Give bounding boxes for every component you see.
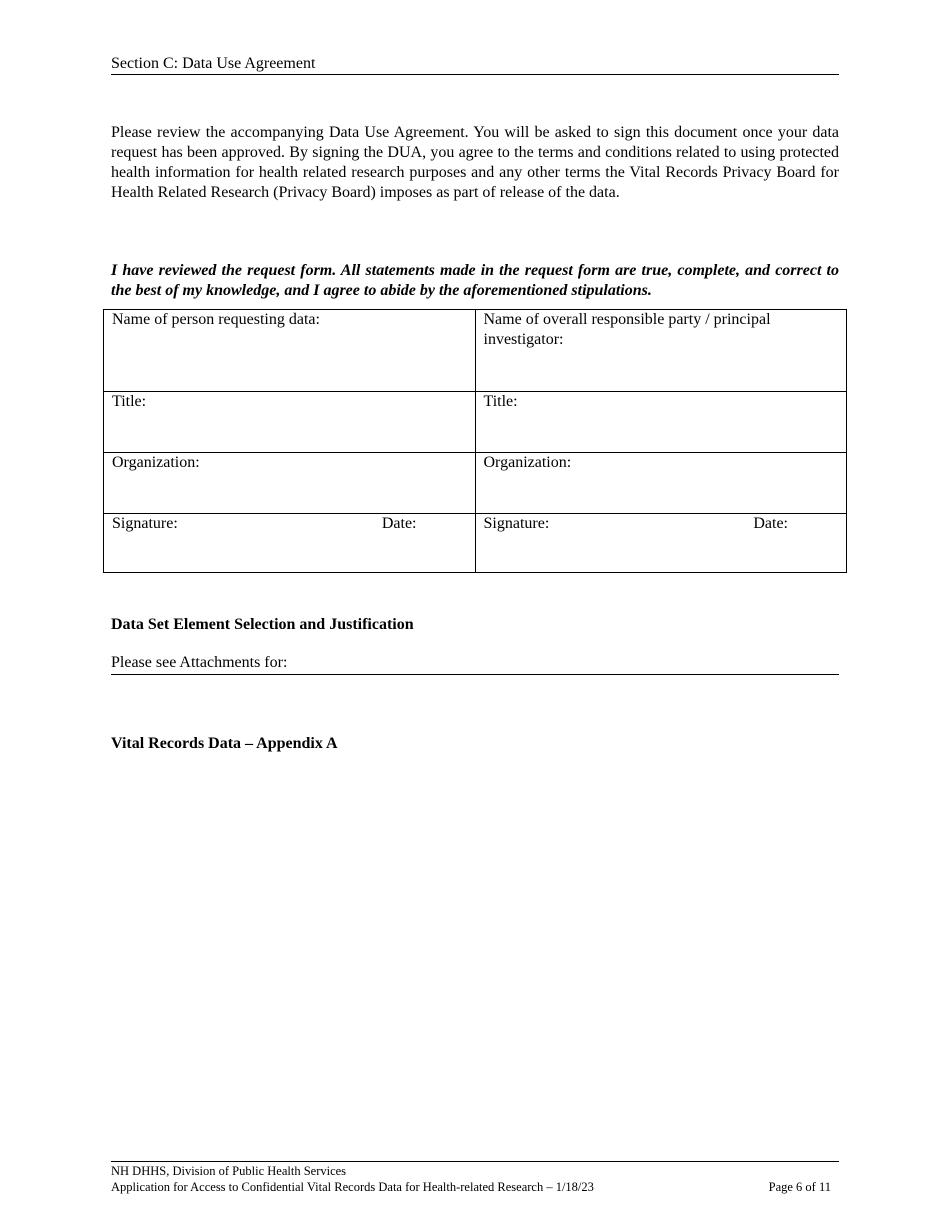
requester-name-field[interactable] (104, 310, 476, 392)
attachments-text: Please see Attachments for: (111, 654, 288, 671)
section-header (111, 54, 839, 75)
footer-row (111, 1179, 839, 1195)
data-set-heading: Data Set Element Selection and Justification (111, 616, 414, 633)
attestation-statement: I have reviewed the request form. All statements made in the request form are true, complete, and correct to the best of my knowledge, and I agree to abide by the aforementioned stipulations. (111, 262, 839, 299)
footer-organization: NH DHHS, Division of Public Health Services (111, 1164, 347, 1178)
principal-title-field[interactable] (475, 392, 847, 453)
requester-signature-label: Signature: (112, 515, 178, 532)
signature-table (103, 309, 847, 573)
requester-organization-field[interactable] (104, 453, 476, 514)
appendix-heading: Vital Records Data – Appendix A (111, 735, 338, 752)
footer-page-number: Page 6 of 11 (768, 1180, 831, 1194)
requester-organization-label: Organization: (112, 454, 200, 471)
principal-name-label: Name of overall responsible party / principal investigator: (483, 311, 771, 348)
requester-name-label: Name of person requesting data: (112, 311, 320, 328)
footer-document-title: Application for Access to Confidential Vital Records Data for Health-related Research – 1/18/23 (111, 1180, 594, 1194)
requester-title-field[interactable] (104, 392, 476, 453)
table-row-name (104, 310, 847, 392)
principal-name-field[interactable] (475, 310, 847, 392)
table-row-organization (104, 453, 847, 514)
requester-title-label: Title: (112, 393, 147, 410)
table-row-signature (104, 514, 847, 573)
intro-paragraph: Please review the accompanying Data Use Agreement. You will be asked to sign this document once your data request has been approved. By signing the DUA, you agree to the terms and conditions related to using protected health information for health related research purposes and any other terms the Vital Records Privacy Board for Health Related Research (Privacy Board) imposes as part of release of the data. (111, 124, 839, 201)
table-row-title (104, 392, 847, 453)
page-footer (111, 1161, 839, 1195)
principal-signature-field[interactable] (475, 514, 847, 573)
requester-signature-field[interactable] (104, 514, 476, 573)
attachments-line (111, 653, 839, 675)
principal-date-label: Date: (753, 515, 788, 532)
requester-date-label: Date: (381, 515, 417, 532)
principal-organization-label: Organization: (483, 454, 572, 471)
section-title: Section C: Data Use Agreement (111, 55, 316, 72)
principal-signature-label: Signature: (483, 515, 550, 532)
principal-title-label: Title: (483, 393, 518, 410)
principal-organization-field[interactable] (475, 453, 847, 514)
